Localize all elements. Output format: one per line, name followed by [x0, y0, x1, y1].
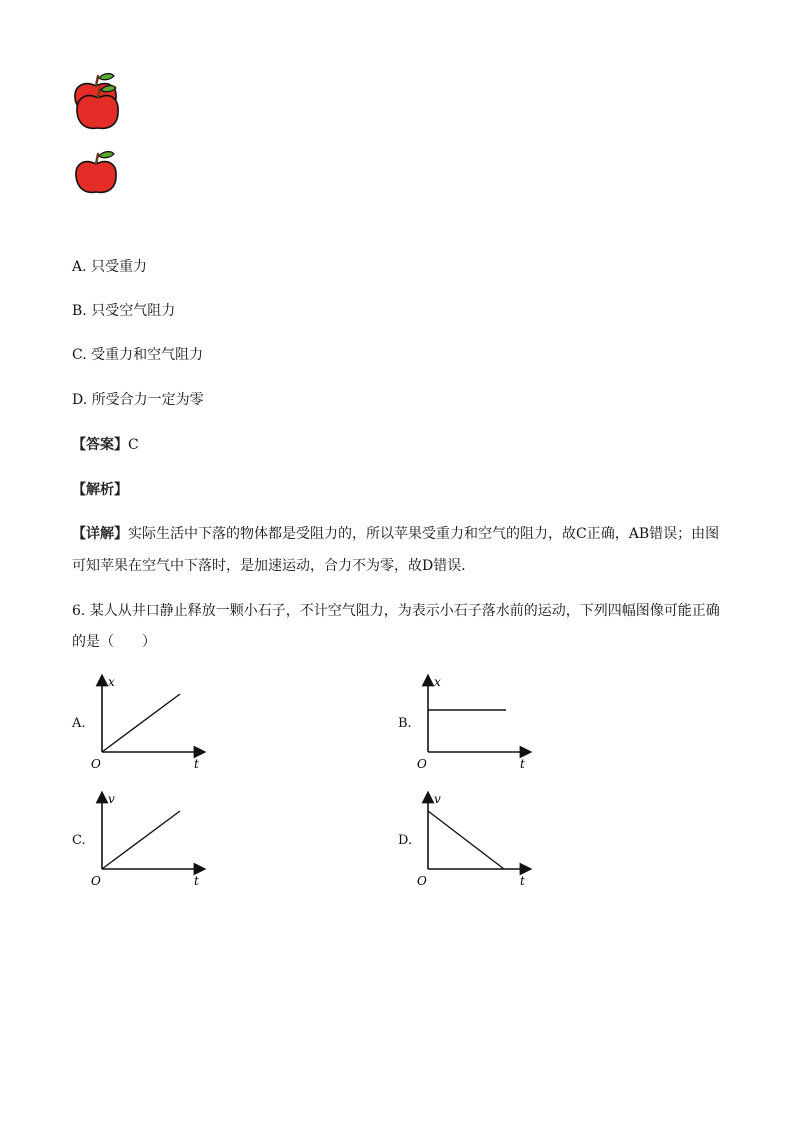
detail-line-1 [72, 524, 719, 544]
option-text: 只受重力 [91, 259, 148, 275]
option-letter: B. [72, 303, 87, 319]
graph-line [428, 811, 504, 869]
question-text: 6. 某人从井口静止释放一颗小石子，不计空气阻力，为表示小石子落水前的运动，下列四幅图像可能正确 [72, 603, 720, 619]
graph-b-label: B. [398, 716, 412, 731]
question-text: 的是（ ） [72, 634, 156, 650]
graph-line [102, 811, 180, 869]
detail-text: 实际生活中下落的物体都是受阻力的，所以苹果受重力和空气的阻力，故C正确，AB错误；由图 [128, 526, 720, 542]
answer-label: 【答案】 [72, 437, 128, 453]
answer-line [72, 435, 139, 455]
apple-illustration-bottom [72, 150, 122, 196]
y-axis-label: x [108, 675, 115, 689]
x-axis-label: t [194, 757, 199, 771]
graph-line [102, 694, 180, 752]
option-text: 受重力和空气阻力 [91, 347, 204, 363]
y-axis-label: x [434, 675, 441, 689]
graph-b [414, 672, 534, 772]
question-6-line-2 [72, 632, 156, 652]
analysis-label: 【解析】 [72, 482, 128, 498]
detail-label: 【详解】 [72, 526, 128, 542]
option-letter: A. [72, 259, 87, 275]
detail-line-2 [72, 556, 475, 576]
origin-label: O [417, 874, 427, 888]
origin-label: O [91, 757, 101, 771]
option-b [72, 301, 175, 321]
option-a [72, 257, 147, 277]
option-c [72, 345, 203, 365]
question-6-line-1 [72, 601, 720, 621]
x-axis-label: t [520, 757, 525, 771]
option-text: 所受合力一定为零 [91, 392, 204, 408]
graph-a-label: A. [72, 716, 86, 731]
option-letter: C. [72, 347, 87, 363]
graph-d [414, 789, 534, 889]
y-axis-label: v [108, 792, 115, 806]
origin-label: O [417, 757, 427, 771]
detail-text: 可知苹果在空气中下落时，是加速运动，合力不为零，故D错误． [72, 558, 476, 574]
x-axis-label: t [194, 874, 199, 888]
option-d [72, 390, 204, 410]
graph-c-label: C. [72, 833, 86, 848]
x-axis-label: t [520, 874, 525, 888]
option-text: 只受空气阻力 [91, 303, 176, 319]
graph-a [88, 672, 208, 772]
graph-c [88, 789, 208, 889]
answer-value: C [128, 437, 139, 453]
y-axis-label: v [434, 792, 441, 806]
option-letter: D. [72, 392, 88, 408]
origin-label: O [91, 874, 101, 888]
analysis-line [72, 480, 128, 500]
apple-illustration-top [70, 70, 126, 134]
graph-d-label: D. [398, 833, 413, 848]
